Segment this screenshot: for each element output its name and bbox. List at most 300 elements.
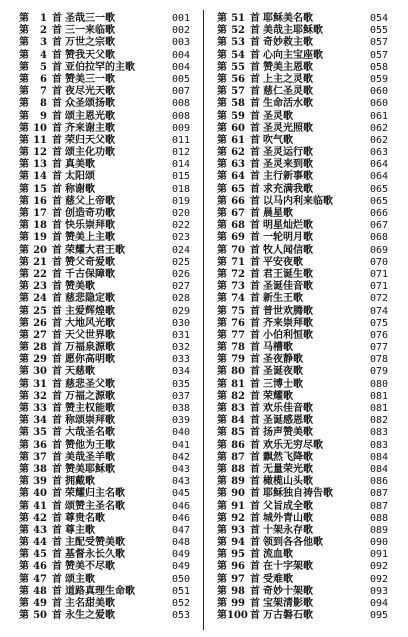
index-entry	[19, 123, 190, 135]
index-entry	[19, 37, 190, 49]
page-number: 080	[369, 378, 388, 390]
index-entry	[19, 208, 190, 220]
entry-measure-word: 首	[52, 585, 62, 597]
hymn-number: 17	[33, 208, 47, 219]
entry-prefix: 第	[217, 281, 227, 293]
hymn-title: 荣耀歌	[263, 390, 293, 402]
index-entry	[19, 574, 190, 586]
hymn-title: 太阳颂	[65, 171, 95, 183]
index-entry	[217, 561, 388, 573]
entry-measure-word: 首	[52, 122, 62, 134]
hymn-title: 一轮明月歌	[263, 232, 313, 244]
hymn-title: 称谢歌	[65, 183, 95, 195]
entry-prefix: 第	[19, 73, 29, 85]
page-number: 057	[369, 49, 388, 61]
entry-prefix: 第	[19, 537, 29, 549]
index-entry	[19, 537, 190, 549]
hymn-number: 13	[33, 159, 47, 171]
entry-measure-word: 首	[52, 86, 62, 98]
page-number: 093	[369, 585, 388, 597]
page-number: 090	[369, 537, 388, 549]
index-entry	[217, 598, 388, 610]
index-entry	[217, 586, 388, 598]
page-number: 031	[171, 329, 190, 341]
index-entry	[19, 391, 190, 403]
page-number: 038	[171, 403, 190, 414]
index-entry	[19, 476, 190, 488]
entry-measure-word: 首	[250, 73, 260, 85]
hymn-title: 赞他为王歌	[65, 439, 115, 451]
index-entry	[217, 232, 388, 244]
entry-prefix: 第	[217, 500, 227, 512]
entry-prefix: 第	[19, 98, 29, 110]
hymn-number: 89	[231, 476, 245, 488]
hymn-number: 43	[33, 524, 47, 536]
hymn-number: 51	[231, 13, 245, 24]
page-number: 020	[171, 208, 190, 219]
entry-measure-word: 首	[52, 329, 62, 341]
index-entry	[19, 293, 190, 305]
index-entry	[217, 525, 388, 537]
hymn-title: 小伯利恒歌	[263, 329, 313, 341]
hymn-number: 38	[33, 463, 47, 475]
hymn-title: 赞美不尽歌	[65, 561, 115, 573]
hymn-number: 81	[231, 378, 245, 390]
hymn-number: 71	[231, 256, 245, 268]
hymn-number: 28	[33, 342, 47, 354]
entry-measure-word: 首	[250, 512, 260, 524]
page-number: 074	[369, 305, 388, 317]
page-number: 028	[171, 293, 190, 305]
index-entry	[19, 318, 190, 330]
entry-prefix: 第	[19, 208, 29, 219]
hymn-title: 道路真理生命歌	[65, 585, 135, 597]
hymn-number: 58	[231, 98, 245, 110]
index-entry	[19, 379, 190, 391]
hymn-number: 78	[231, 342, 245, 354]
hymn-number: 94	[231, 537, 245, 549]
entry-measure-word: 首	[52, 13, 62, 24]
hymn-number: 82	[231, 390, 245, 402]
hymn-title: 赞美主恩歌	[263, 61, 313, 73]
entry-prefix: 第	[19, 500, 29, 512]
entry-measure-word: 首	[52, 134, 62, 146]
hymn-title: 三一来临歌	[65, 25, 115, 37]
entry-prefix: 第	[19, 329, 29, 341]
entry-prefix: 第	[19, 244, 29, 256]
index-entry	[19, 184, 190, 196]
hymn-title: 赞主权能歌	[65, 403, 115, 414]
hymn-number: 46	[33, 561, 47, 573]
index-entry	[19, 501, 190, 513]
hymn-title: 普世欢腾歌	[263, 305, 313, 317]
entry-prefix: 第	[19, 61, 29, 73]
entry-prefix: 第	[217, 488, 227, 500]
hymn-number: 30	[33, 366, 47, 378]
hymn-number: 97	[231, 573, 245, 585]
page-number: 060	[369, 98, 388, 110]
index-entry	[217, 171, 388, 183]
entry-prefix: 第	[19, 25, 29, 37]
hymn-title: 齐来崇拜歌	[263, 317, 313, 329]
entry-measure-word: 首	[250, 305, 260, 317]
entry-measure-word: 首	[250, 537, 260, 549]
page-number: 043	[171, 476, 190, 488]
index-entry	[19, 610, 190, 622]
entry-prefix: 第	[217, 159, 227, 171]
index-entry	[19, 525, 190, 537]
index-entry	[217, 111, 388, 123]
page-number: 060	[369, 86, 388, 98]
entry-measure-word: 首	[250, 342, 260, 354]
page-number: 087	[369, 488, 388, 500]
entry-prefix: 第	[19, 403, 29, 414]
hymn-number: 77	[231, 329, 245, 341]
entry-prefix: 第	[217, 268, 227, 280]
hymn-number: 44	[33, 537, 47, 549]
hymn-number: 39	[33, 476, 47, 488]
page-number: 066	[369, 208, 388, 219]
entry-prefix: 第	[217, 366, 227, 378]
page-number: 007	[171, 86, 190, 98]
hymn-number: 37	[33, 451, 47, 463]
index-entry	[217, 549, 388, 561]
index-entry	[217, 366, 388, 378]
hymn-number: 65	[231, 183, 245, 195]
index-entry	[19, 62, 190, 74]
entry-prefix: 第	[217, 342, 227, 354]
index-entry	[217, 452, 388, 464]
page-number: 004	[171, 49, 190, 61]
page-number: 052	[171, 598, 190, 609]
page-number: 049	[171, 549, 190, 561]
hymn-number: 87	[231, 451, 245, 463]
page-number: 012	[171, 147, 190, 159]
entry-measure-word: 首	[52, 110, 62, 122]
entry-prefix: 第	[19, 281, 29, 293]
entry-measure-word: 首	[52, 293, 62, 305]
entry-measure-word: 首	[250, 122, 260, 134]
entry-prefix: 第	[217, 305, 227, 317]
entry-prefix: 第	[19, 512, 29, 524]
index-entry	[19, 232, 190, 244]
hymn-number: 34	[33, 415, 47, 427]
index-entry	[19, 513, 190, 525]
index-entry	[19, 147, 190, 159]
entry-prefix: 第	[19, 183, 29, 195]
entry-measure-word: 首	[52, 354, 62, 366]
index-entry	[217, 318, 388, 330]
hymn-title: 天慈歌	[65, 366, 95, 378]
hymn-number: 26	[33, 317, 47, 329]
index-entry	[217, 440, 388, 452]
hymn-number: 1	[40, 13, 47, 24]
entry-measure-word: 首	[250, 329, 260, 341]
entry-prefix: 第	[19, 220, 29, 232]
page-number: 092	[369, 573, 388, 585]
entry-measure-word: 首	[250, 268, 260, 280]
page-number: 062	[369, 134, 388, 146]
entry-prefix: 第	[217, 573, 227, 585]
index-entry	[19, 171, 190, 183]
index-entry	[217, 293, 388, 305]
hymn-number: 49	[33, 598, 47, 609]
index-entry	[217, 245, 388, 257]
entry-prefix: 第	[217, 293, 227, 305]
hymn-title: 心向主宝座歌	[263, 49, 323, 61]
hymn-number: 7	[40, 86, 47, 98]
entry-prefix: 第	[19, 573, 29, 585]
index-entry	[217, 147, 388, 159]
hymn-number: 24	[33, 293, 47, 305]
index-entry	[217, 159, 388, 171]
entry-prefix: 第	[19, 305, 29, 317]
entry-measure-word: 首	[250, 25, 260, 37]
hymn-title: 受难歌	[263, 573, 293, 585]
entry-measure-word: 首	[250, 451, 260, 463]
entry-measure-word: 首	[52, 427, 62, 439]
page-number: 079	[369, 366, 388, 378]
page-number: 084	[369, 451, 388, 463]
hymn-number: 50	[33, 610, 47, 622]
hymn-number: 3	[40, 37, 47, 49]
hymn-title: 赞父奇爱歌	[65, 256, 115, 268]
hymn-number: 92	[231, 512, 245, 524]
hymn-title: 耶稣美名歌	[263, 13, 313, 24]
index-entry	[217, 281, 388, 293]
hymn-number: 83	[231, 403, 245, 414]
entry-measure-word: 首	[52, 439, 62, 451]
page-number: 034	[171, 366, 190, 378]
entry-measure-word: 首	[250, 415, 260, 427]
hymn-number: 90	[231, 488, 245, 500]
hymn-title: 众圣颂扬歌	[65, 98, 115, 110]
page-number: 082	[369, 415, 388, 427]
hymn-number: 29	[33, 354, 47, 366]
index-column-right	[217, 13, 388, 622]
page-number: 003	[171, 37, 190, 49]
index-entry	[19, 306, 190, 318]
page-number: 041	[171, 439, 190, 451]
page-number: 088	[369, 512, 388, 524]
entry-measure-word: 首	[250, 500, 260, 512]
hymn-number: 91	[231, 500, 245, 512]
entry-measure-word: 首	[250, 403, 260, 414]
page-number: 064	[369, 171, 388, 183]
hymn-title: 奇妙救主歌	[263, 37, 313, 49]
hymn-title: 耶稣独自祷告歌	[263, 488, 333, 500]
entry-measure-word: 首	[250, 13, 260, 24]
hymn-number: 88	[231, 463, 245, 475]
hymn-number: 96	[231, 561, 245, 573]
page-number: 033	[171, 354, 190, 366]
hymn-number: 25	[33, 305, 47, 317]
page-number: 087	[369, 500, 388, 512]
entry-measure-word: 首	[250, 281, 260, 293]
page-number: 040	[171, 427, 190, 439]
entry-prefix: 第	[217, 561, 227, 573]
hymn-number: 32	[33, 390, 47, 402]
page-number: 046	[171, 500, 190, 512]
hymn-number: 6	[40, 73, 47, 85]
entry-measure-word: 首	[52, 537, 62, 549]
entry-prefix: 第	[19, 366, 29, 378]
entry-measure-word: 首	[52, 512, 62, 524]
entry-measure-word: 首	[250, 293, 260, 305]
hymn-title: 圣灵歌	[263, 110, 293, 122]
index-entry	[217, 476, 388, 488]
entry-prefix: 第	[217, 476, 227, 488]
page-number: 071	[369, 268, 388, 280]
entry-measure-word: 首	[250, 439, 260, 451]
index-entry	[19, 50, 190, 62]
entry-measure-word: 首	[250, 524, 260, 536]
hymn-title: 拥戴歌	[65, 476, 95, 488]
page-number: 032	[171, 342, 190, 354]
hymn-number: 21	[33, 256, 47, 268]
index-entry	[217, 342, 388, 354]
entry-prefix: 第	[19, 268, 29, 280]
entry-prefix: 第	[217, 610, 227, 622]
entry-measure-word: 首	[52, 256, 62, 268]
index-entry	[19, 269, 190, 281]
hymn-number: 41	[33, 500, 47, 512]
index-entry	[19, 452, 190, 464]
hymn-number: 86	[231, 439, 245, 451]
hymn-number: 59	[231, 110, 245, 122]
page-number: 039	[171, 415, 190, 427]
index-entry	[19, 159, 190, 171]
entry-measure-word: 首	[250, 598, 260, 609]
hymn-title: 主名甜美歌	[65, 598, 115, 609]
page-number: 061	[369, 110, 388, 122]
entry-measure-word: 首	[52, 378, 62, 390]
entry-measure-word: 首	[52, 25, 62, 37]
entry-measure-word: 首	[250, 561, 260, 573]
hymn-number: 2	[40, 25, 47, 37]
entry-prefix: 第	[19, 256, 29, 268]
entry-prefix: 第	[217, 171, 227, 183]
entry-prefix: 第	[19, 122, 29, 134]
entry-measure-word: 首	[250, 463, 260, 475]
entry-measure-word: 首	[52, 208, 62, 219]
entry-measure-word: 首	[250, 49, 260, 61]
page-number: 076	[369, 329, 388, 341]
entry-measure-word: 首	[250, 549, 260, 561]
index-entry	[217, 74, 388, 86]
entry-prefix: 第	[217, 585, 227, 597]
entry-prefix: 第	[217, 98, 227, 110]
index-entry	[19, 111, 190, 123]
hymn-title: 主行新事歌	[263, 171, 313, 183]
hymn-number: 18	[33, 220, 47, 232]
index-entry	[217, 13, 388, 25]
page-number: 075	[369, 317, 388, 329]
entry-prefix: 第	[217, 537, 227, 549]
page-number: 092	[369, 561, 388, 573]
hymn-number: 14	[33, 171, 47, 183]
entry-measure-word: 首	[52, 61, 62, 73]
index-entry	[19, 25, 190, 37]
entry-prefix: 第	[217, 37, 227, 49]
hymn-title: 万世之宗歌	[65, 37, 115, 49]
entry-measure-word: 首	[250, 86, 260, 98]
index-entry	[217, 62, 388, 74]
hymn-number: 85	[231, 427, 245, 439]
hymn-title: 赞美耶稣歌	[65, 463, 115, 475]
hymn-title: 扬声赞美歌	[263, 427, 313, 439]
entry-measure-word: 首	[250, 134, 260, 146]
entry-measure-word: 首	[52, 268, 62, 280]
entry-prefix: 第	[217, 183, 227, 195]
index-entry	[217, 537, 388, 549]
index-column-left	[19, 13, 190, 622]
index-entry	[19, 98, 190, 110]
entry-measure-word: 首	[52, 476, 62, 488]
hymn-number: 27	[33, 329, 47, 341]
page-number: 091	[369, 549, 388, 561]
page-number: 037	[171, 390, 190, 402]
hymn-number: 75	[231, 305, 245, 317]
hymn-number: 12	[33, 147, 47, 159]
hymn-title: 牧人闻信歌	[263, 244, 313, 256]
page-number: 089	[369, 524, 388, 536]
index-entry	[217, 354, 388, 366]
hymn-number: 70	[231, 244, 245, 256]
entry-measure-word: 首	[52, 244, 62, 256]
entry-measure-word: 首	[250, 37, 260, 49]
hymn-number: 63	[231, 159, 245, 171]
hymn-title: 颂赞主圣名歌	[65, 500, 125, 512]
index-entry	[217, 501, 388, 513]
page-number: 042	[171, 451, 190, 463]
hymn-title: 天父世界歌	[65, 329, 115, 341]
entry-prefix: 第	[19, 354, 29, 366]
entry-prefix: 第	[19, 476, 29, 488]
entry-measure-word: 首	[52, 281, 62, 293]
hymn-title: 君王诞生歌	[263, 268, 313, 280]
hymn-number: 40	[33, 488, 47, 500]
column-divider	[203, 10, 204, 630]
entry-prefix: 第	[217, 122, 227, 134]
entry-measure-word: 首	[52, 451, 62, 463]
entry-measure-word: 首	[52, 500, 62, 512]
entry-measure-word: 首	[52, 342, 62, 354]
entry-prefix: 第	[217, 403, 227, 414]
entry-measure-word: 首	[250, 232, 260, 244]
entry-measure-word: 首	[52, 147, 62, 159]
entry-measure-word: 首	[52, 195, 62, 207]
index-entry	[217, 488, 388, 500]
index-entry	[217, 513, 388, 525]
page-number: 067	[369, 220, 388, 232]
hymn-title: 齐来谢主歌	[65, 122, 115, 134]
entry-prefix: 第	[217, 512, 227, 524]
entry-prefix: 第	[19, 415, 29, 427]
index-entry	[217, 123, 388, 135]
page-number: 054	[369, 13, 388, 24]
hymn-title: 欢乐佳音歌	[263, 403, 313, 414]
hymn-number: 100	[227, 610, 248, 622]
entry-prefix: 第	[217, 244, 227, 256]
entry-prefix: 第	[217, 232, 227, 244]
hymn-title: 千古保障歌	[65, 268, 115, 280]
entry-prefix: 第	[19, 134, 29, 146]
entry-prefix: 第	[217, 134, 227, 146]
hymn-number: 99	[231, 598, 245, 609]
index-entry	[19, 74, 190, 86]
entry-measure-word: 首	[52, 463, 62, 475]
